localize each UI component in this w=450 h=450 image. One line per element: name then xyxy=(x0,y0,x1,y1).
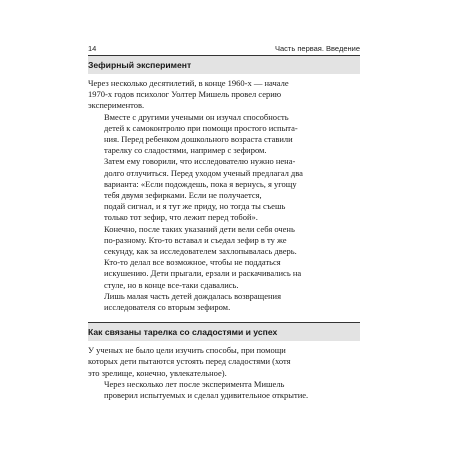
text-line: У ученых не было цели изучить способы, при помощи xyxy=(88,345,286,356)
text-line: тарелку со сладостями, например с зефиром. xyxy=(104,145,267,156)
text-line: стуле, но в конце все-таки сдавались. xyxy=(104,279,239,290)
text-line: исследователя со вторым зефиром. xyxy=(104,302,231,313)
text-line: проверил испытуемых и сделал удивительное открытие. xyxy=(104,390,309,401)
text-line: Затем ему говорили, что исследователю нужно нена- xyxy=(104,156,296,167)
text-line: это зрелище, конечно, увлекательное). xyxy=(88,367,227,378)
section-title-marshmallow-experiment: Зефирный эксперимент xyxy=(88,56,360,74)
paragraph xyxy=(88,345,360,379)
running-head xyxy=(88,44,360,56)
text-line: которых дети пытаются устоять перед сладостями (хотя xyxy=(88,356,291,367)
paragraph xyxy=(88,224,360,258)
text-line: 1970-х годов психолог Уолтер Мишель провел серию xyxy=(88,89,282,100)
paragraph xyxy=(88,257,360,291)
text-line: тебя двумя зефирками. Если не получается, xyxy=(104,190,262,201)
text-line: искушению. Дети прыгали, ерзали и раскачивались на xyxy=(104,268,302,279)
paragraph xyxy=(88,156,360,223)
text-line: Конечно, после таких указаний дети вели себя очень xyxy=(104,223,295,234)
text-line: секунду, как за исследователем захлопывалась дверь. xyxy=(104,246,297,257)
paragraph xyxy=(88,112,360,157)
text-line: варианта: «Если подождешь, пока я вернусь, я угощу xyxy=(104,178,297,189)
section-title-plate-and-success: Как связаны тарелка со сладостями и успех xyxy=(88,322,360,341)
text-line: Вместе с другими учеными он изучал способность xyxy=(104,111,289,122)
text-line: Лишь малая часть детей дождалась возвращения xyxy=(104,290,281,301)
text-line: экспериментов. xyxy=(88,100,145,111)
running-head-section: Часть первая. Введение xyxy=(274,44,360,53)
text-line: по-разному. Кто-то вставал и съедал зефир в ту же xyxy=(104,234,287,245)
text-line: ния. Перед ребенком дошкольного возраста ставили xyxy=(104,134,293,145)
text-line: только тот зефир, что лежит перед тобой». xyxy=(104,212,258,223)
text-line: Через несколько лет после эксперимента Мишель xyxy=(104,378,285,389)
page-number: 14 xyxy=(88,44,97,53)
paragraph xyxy=(88,291,360,313)
paragraph xyxy=(88,379,360,401)
paragraph xyxy=(88,78,360,112)
text-line: детей к самоконтролю при помощи простого испыта- xyxy=(104,122,298,133)
text-line: Через несколько десятилетий, в конце 1960-х — начале xyxy=(88,78,289,88)
text-line: Кто-то делал все возможное, чтобы не поддаться xyxy=(104,257,281,268)
text-line: подай сигнал, и я тут же приду, но тогда ты съешь xyxy=(104,201,286,212)
text-line: долго отлучиться. Перед уходом ученый предлагал два xyxy=(104,167,303,178)
book-page xyxy=(88,44,360,401)
